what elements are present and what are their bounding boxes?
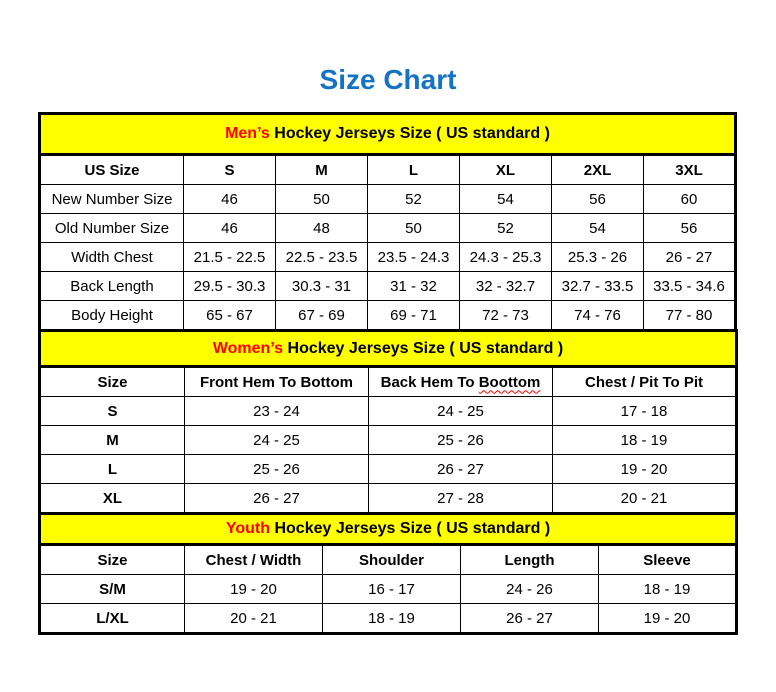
data-cell: 24 - 25 bbox=[185, 426, 369, 455]
womens-size-table bbox=[38, 329, 738, 515]
data-cell: 48 bbox=[276, 214, 368, 243]
data-cell: 23 - 24 bbox=[185, 397, 369, 426]
table-row bbox=[40, 272, 736, 301]
data-cell: 26 - 27 bbox=[185, 484, 369, 514]
youth-size-table bbox=[38, 512, 738, 635]
column-header: Size bbox=[40, 367, 185, 397]
section-highlight: Men’s bbox=[225, 125, 270, 142]
data-cell: 65 - 67 bbox=[184, 301, 276, 331]
row-label-cell: Old Number Size bbox=[40, 214, 184, 243]
section-title-rest: Hockey Jerseys Size ( US standard ) bbox=[269, 125, 550, 142]
section-title-rest: Hockey Jerseys Size ( US standard ) bbox=[283, 339, 564, 357]
misspelled-word: Boottom bbox=[478, 373, 541, 391]
data-cell: 24 - 26 bbox=[461, 575, 599, 604]
table-row bbox=[40, 455, 737, 484]
table-row bbox=[40, 243, 736, 272]
data-cell: 25.3 - 26 bbox=[552, 243, 644, 272]
row-label-cell: XL bbox=[40, 484, 185, 514]
data-cell: 24 - 25 bbox=[369, 397, 553, 426]
data-cell: 52 bbox=[460, 214, 552, 243]
data-cell: 50 bbox=[368, 214, 460, 243]
column-header: Length bbox=[461, 545, 599, 575]
table-row bbox=[40, 484, 737, 514]
data-cell: 23.5 - 24.3 bbox=[368, 243, 460, 272]
data-cell: 33.5 - 34.6 bbox=[644, 272, 736, 301]
row-label-cell: New Number Size bbox=[40, 185, 184, 214]
data-cell: 19 - 20 bbox=[599, 604, 737, 634]
data-cell: 17 - 18 bbox=[553, 397, 737, 426]
data-cell: 26 - 27 bbox=[369, 455, 553, 484]
data-cell: 27 - 28 bbox=[369, 484, 553, 514]
column-header: L bbox=[368, 155, 460, 185]
column-header: Back Hem To Boottom bbox=[369, 367, 553, 397]
data-cell: 31 - 32 bbox=[368, 272, 460, 301]
mens-section-title bbox=[40, 114, 736, 155]
data-cell: 18 - 19 bbox=[553, 426, 737, 455]
mens-size-table bbox=[38, 112, 737, 332]
data-cell: 60 bbox=[644, 185, 736, 214]
data-cell: 32 - 32.7 bbox=[460, 272, 552, 301]
column-header-row bbox=[40, 545, 737, 575]
section-band-row bbox=[40, 114, 736, 155]
data-cell: 54 bbox=[460, 185, 552, 214]
data-cell: 26 - 27 bbox=[644, 243, 736, 272]
column-header: XL bbox=[460, 155, 552, 185]
data-cell: 25 - 26 bbox=[185, 455, 369, 484]
table-row bbox=[40, 426, 737, 455]
table-row bbox=[40, 301, 736, 331]
section-highlight: Women’s bbox=[212, 339, 284, 357]
data-cell: 69 - 71 bbox=[368, 301, 460, 331]
data-cell: 50 bbox=[276, 185, 368, 214]
data-cell: 67 - 69 bbox=[276, 301, 368, 331]
data-cell: 54 bbox=[552, 214, 644, 243]
youth-section-title bbox=[40, 514, 737, 545]
data-cell: 52 bbox=[368, 185, 460, 214]
data-cell: 32.7 - 33.5 bbox=[552, 272, 644, 301]
table-row bbox=[40, 185, 736, 214]
data-cell: 46 bbox=[184, 214, 276, 243]
data-cell: 25 - 26 bbox=[369, 426, 553, 455]
column-header: 2XL bbox=[552, 155, 644, 185]
row-label-cell: S bbox=[40, 397, 185, 426]
section-highlight: Youth bbox=[225, 520, 271, 537]
section-band-row bbox=[40, 331, 737, 367]
data-cell: 77 - 80 bbox=[644, 301, 736, 331]
data-cell: 29.5 - 30.3 bbox=[184, 272, 276, 301]
data-cell: 30.3 - 31 bbox=[276, 272, 368, 301]
table-row bbox=[40, 214, 736, 243]
column-header: 3XL bbox=[644, 155, 736, 185]
section-title-rest: Hockey Jerseys Size ( US standard ) bbox=[270, 520, 551, 537]
data-cell: 22.5 - 23.5 bbox=[276, 243, 368, 272]
table-row bbox=[40, 604, 737, 634]
data-cell: 21.5 - 22.5 bbox=[184, 243, 276, 272]
column-header: Size bbox=[40, 545, 185, 575]
size-tables-container bbox=[38, 112, 735, 635]
data-cell: 20 - 21 bbox=[553, 484, 737, 514]
data-cell: 18 - 19 bbox=[599, 575, 737, 604]
row-label-cell: Back Length bbox=[40, 272, 184, 301]
page-title: Size Chart bbox=[319, 64, 457, 95]
data-cell: 72 - 73 bbox=[460, 301, 552, 331]
data-cell: 56 bbox=[552, 185, 644, 214]
column-header: S bbox=[184, 155, 276, 185]
row-label-cell: L/XL bbox=[40, 604, 185, 634]
table-row bbox=[40, 397, 737, 426]
data-cell: 26 - 27 bbox=[461, 604, 599, 634]
row-label-cell: S/M bbox=[40, 575, 185, 604]
column-header: M bbox=[276, 155, 368, 185]
section-band-row bbox=[40, 514, 737, 545]
row-label-cell: Width Chest bbox=[40, 243, 184, 272]
data-cell: 74 - 76 bbox=[552, 301, 644, 331]
column-header: Chest / Width bbox=[185, 545, 323, 575]
womens-section-title bbox=[40, 331, 737, 367]
column-header-row bbox=[40, 155, 736, 185]
table-row bbox=[40, 575, 737, 604]
data-cell: 24.3 - 25.3 bbox=[460, 243, 552, 272]
data-cell: 19 - 20 bbox=[553, 455, 737, 484]
column-header-row bbox=[40, 367, 737, 397]
column-header: US Size bbox=[40, 155, 184, 185]
data-cell: 46 bbox=[184, 185, 276, 214]
row-label-cell: L bbox=[40, 455, 185, 484]
column-header: Chest / Pit To Pit bbox=[553, 367, 737, 397]
data-cell: 16 - 17 bbox=[323, 575, 461, 604]
data-cell: 20 - 21 bbox=[185, 604, 323, 634]
data-cell: 18 - 19 bbox=[323, 604, 461, 634]
column-header: Front Hem To Bottom bbox=[185, 367, 369, 397]
row-label-cell: M bbox=[40, 426, 185, 455]
column-header: Shoulder bbox=[323, 545, 461, 575]
column-header: Sleeve bbox=[599, 545, 737, 575]
data-cell: 19 - 20 bbox=[185, 575, 323, 604]
row-label-cell: Body Height bbox=[40, 301, 184, 331]
data-cell: 56 bbox=[644, 214, 736, 243]
